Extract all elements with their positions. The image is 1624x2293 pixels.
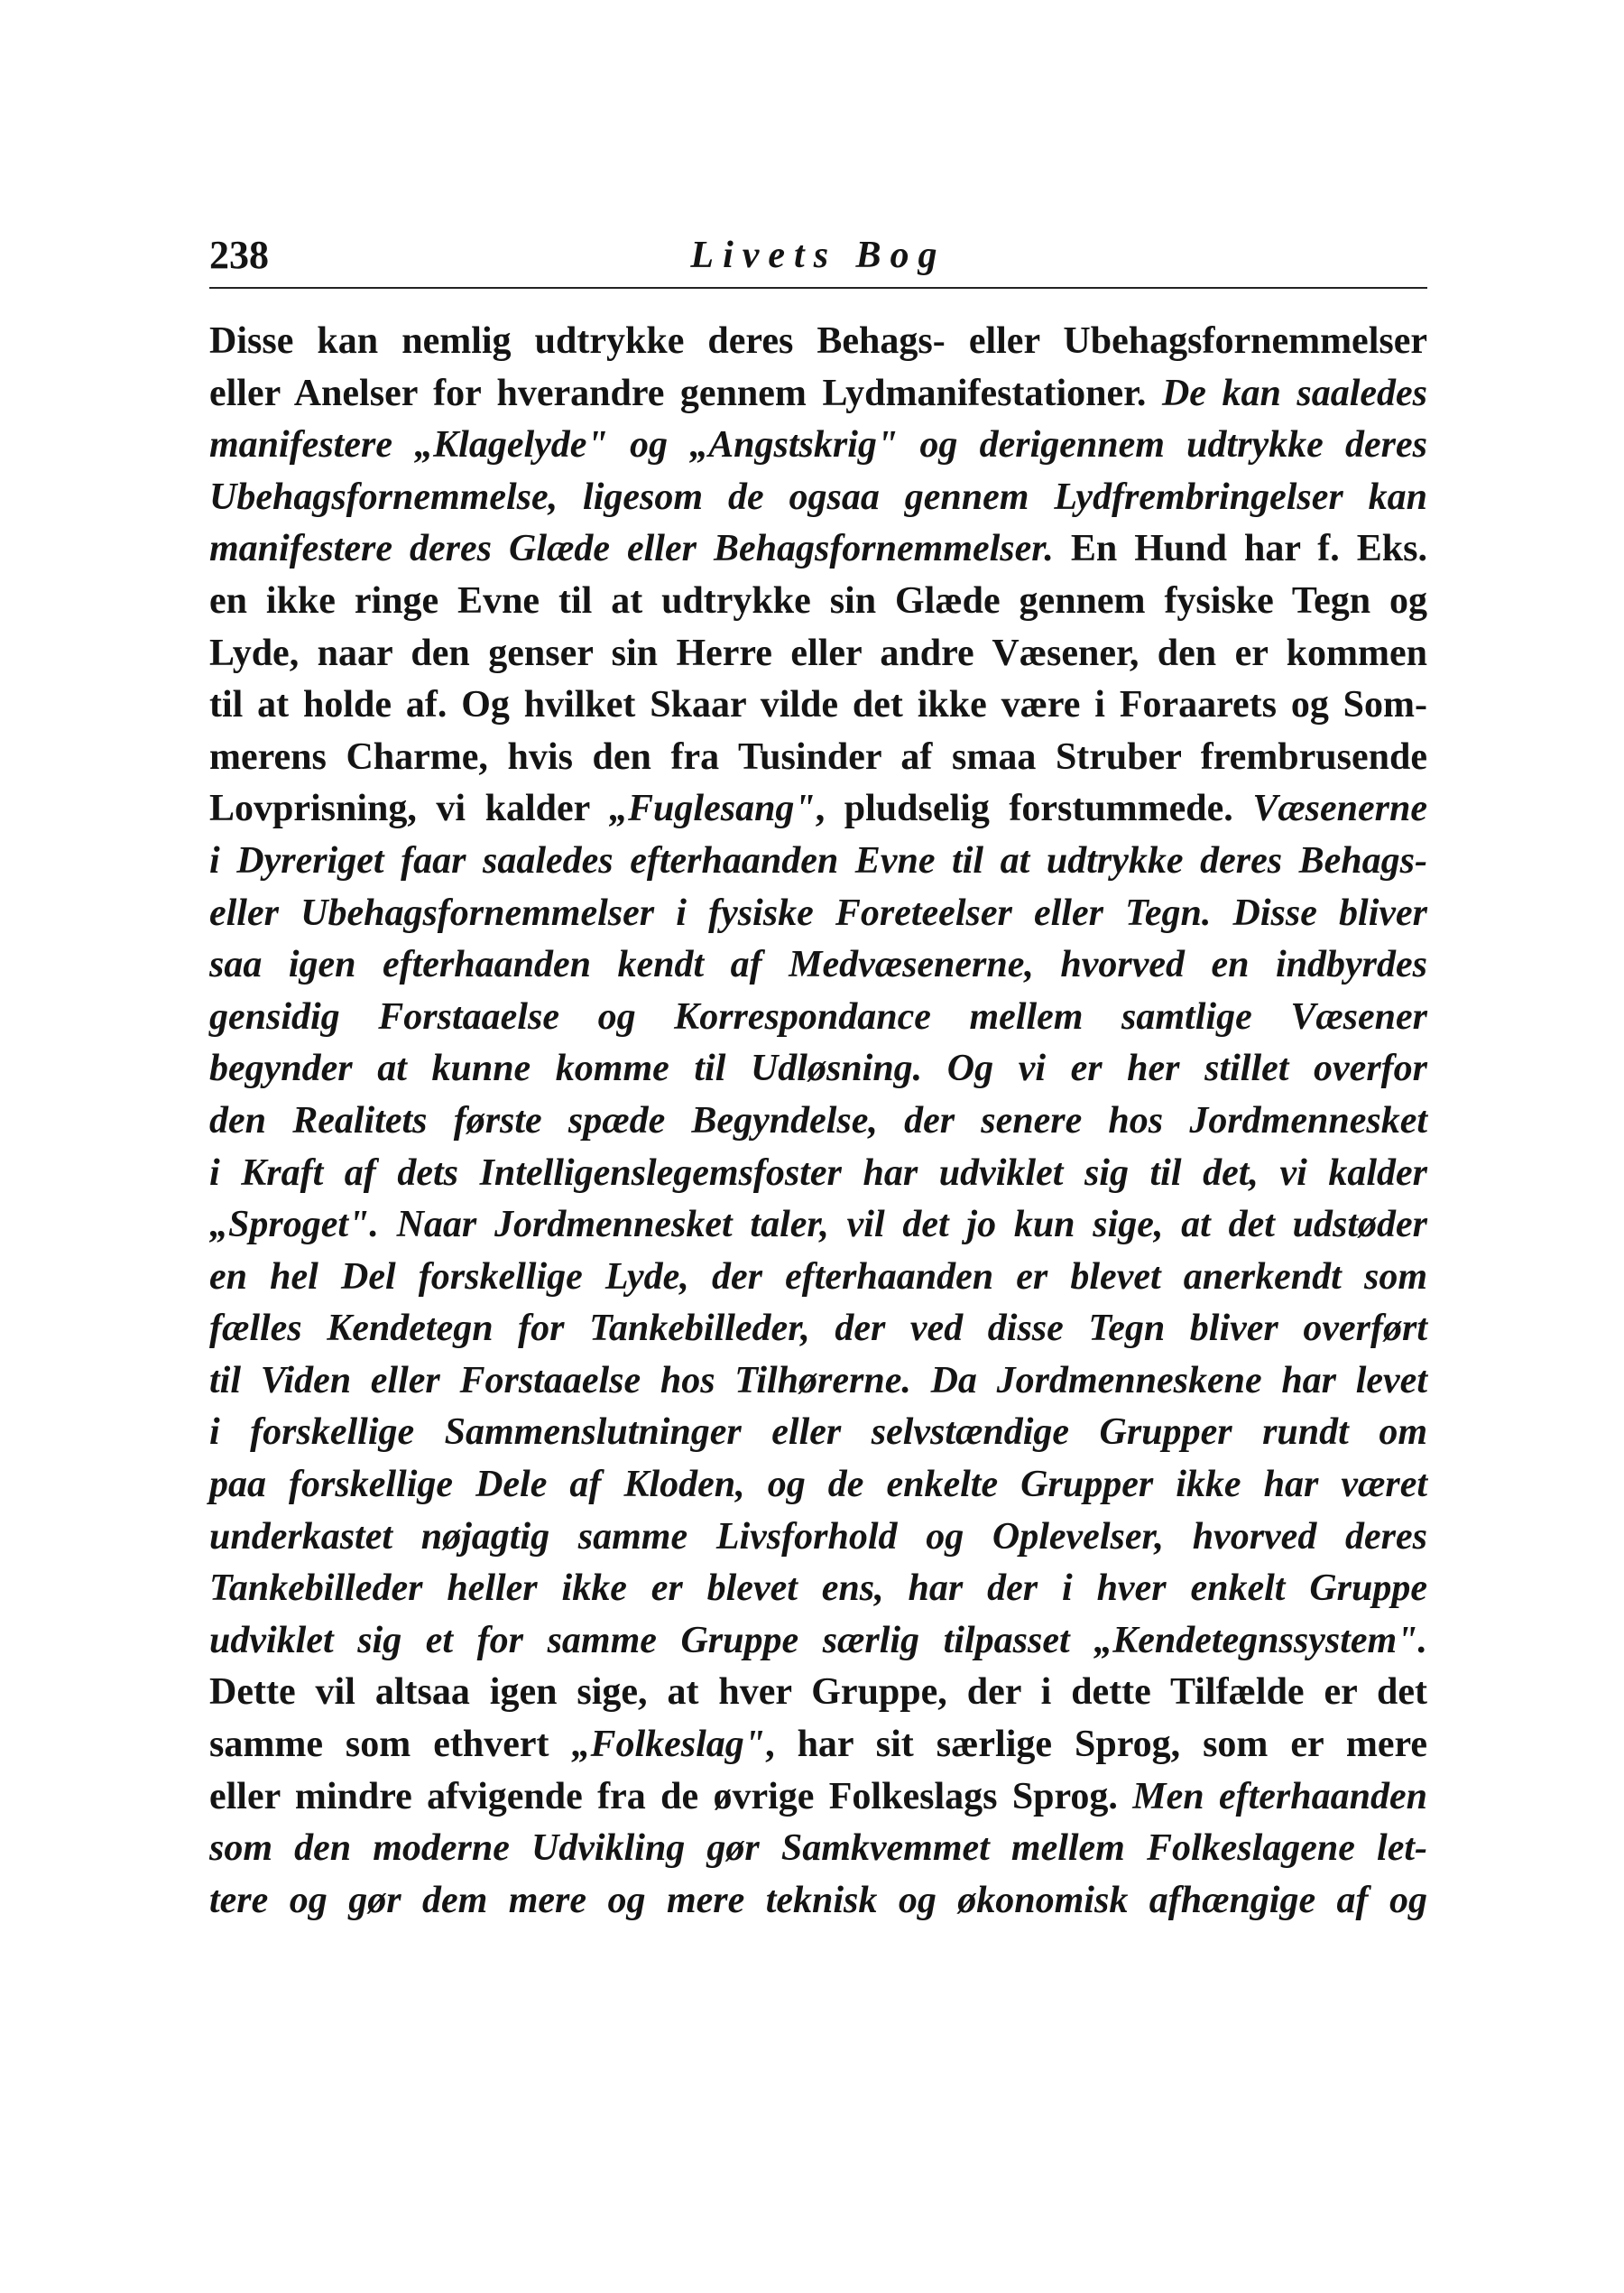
italic-text-run: saa igen efterhaanden kendt af Medvæsenerne, hvorved en indbyrdes <box>209 944 1427 986</box>
italic-text-run: manifestere deres Glæde eller Behagsfornemmelser. <box>209 528 1054 570</box>
text-line <box>209 523 1427 576</box>
text-run: , har sit særlige Sprog, som er mere <box>765 1724 1428 1766</box>
italic-text-run: underkastet nøjagtig samme Livsforhold og Oplevelser, hvorved deres <box>209 1515 1427 1558</box>
body-text <box>209 316 1427 1927</box>
italic-text-run: paa forskellige Dele af Kloden, og de enkelte Grupper ikke har været <box>209 1464 1427 1506</box>
text-line <box>209 732 1427 784</box>
text-line <box>209 939 1427 992</box>
text-line <box>209 1148 1427 1200</box>
italic-text-run: i Dyreriget faar saaledes efterhaanden Evne til at udtrykke deres Behags- <box>209 839 1427 882</box>
italic-text-run: gensidig Forstaaelse og Korrespondance mellem samtlige Væsener <box>209 995 1427 1038</box>
text-line <box>209 1823 1427 1875</box>
text-line <box>209 1512 1427 1564</box>
text-run: Dette vil altsaa igen sige, at hver Gruppe, der i dette Tilfælde er det <box>209 1671 1427 1714</box>
italic-text-run: udviklet sig et for samme Gruppe særlig tilpasset „Kendetegnssystem". <box>209 1619 1427 1661</box>
text-line <box>209 1355 1427 1408</box>
text-run: til at holde af. Og hvilket Skaar vilde det ikke være i Foraarets og Som- <box>209 684 1427 726</box>
text-run: En Hund har f. Eks. <box>1053 528 1428 570</box>
italic-text-run: „Fuglesang" <box>609 788 816 830</box>
italic-text-run: som den moderne Udvikling gør Samkvemmet mellem Folkeslagene let- <box>209 1827 1427 1870</box>
text-line <box>209 472 1427 524</box>
italic-text-run: Tankebilleder heller ikke er blevet ens, har der i hver enkelt Gruppe <box>209 1567 1427 1610</box>
italic-text-run: tere og gør dem mere og mere teknisk og økonomisk afhængige af og <box>209 1879 1427 1921</box>
text-line <box>209 576 1427 628</box>
text-line <box>209 628 1427 680</box>
italic-text-run: fælles Kendetegn for Tankebilleder, der ved disse Tegn bliver overført <box>209 1308 1427 1350</box>
text-line <box>209 368 1427 421</box>
text-run: samme som ethvert <box>209 1724 572 1766</box>
text-run: en ikke ringe Evne til at udtrykke sin Glæde gennem fysiske Tegn og <box>209 579 1427 622</box>
italic-text-run: manifestere „Klagelyde" og „Angstskrig" og derigennem udtrykke deres <box>209 424 1427 467</box>
italic-text-run: Væsenerne <box>1252 788 1427 830</box>
text-run: Lyde, naar den genser sin Herre eller andre Væsener, den er kommen <box>209 632 1427 674</box>
text-line <box>209 836 1427 888</box>
text-line <box>209 1407 1427 1459</box>
text-run: Lovprisning, vi kalder <box>209 788 610 830</box>
italic-text-run: den Realitets første spæde Begyndelse, der senere hos Jordmennesket <box>209 1099 1427 1142</box>
italic-text-run: en hel Del forskellige Lyde, der efterhaanden er blevet anerkendt som <box>209 1255 1427 1298</box>
text-line <box>209 316 1427 368</box>
text-line <box>209 1199 1427 1252</box>
text-line <box>209 420 1427 472</box>
italic-text-run: De kan saaledes <box>1161 372 1427 414</box>
text-line <box>209 1667 1427 1719</box>
text-line <box>209 1252 1427 1304</box>
text-line <box>209 680 1427 732</box>
page-header <box>209 226 1427 289</box>
text-line <box>209 783 1427 836</box>
italic-text-run: „Folkeslag" <box>571 1724 766 1766</box>
text-line <box>209 992 1427 1044</box>
text-line <box>209 1303 1427 1355</box>
italic-text-run: begynder at kunne komme til Udløsning. Og vi er her stillet overfor <box>209 1048 1427 1090</box>
italic-text-run: i forskellige Sammenslutninger eller selvstændige Grupper rundt om <box>209 1411 1427 1454</box>
text-line <box>209 888 1427 940</box>
text-line <box>209 1875 1427 1928</box>
text-run: eller mindre afvigende fra de øvrige Folkeslags Sprog. <box>209 1775 1133 1817</box>
running-title: Livets Bog <box>690 235 946 276</box>
text-line <box>209 1459 1427 1512</box>
header-rule <box>209 287 1427 289</box>
italic-text-run: Men efterhaanden <box>1132 1775 1427 1817</box>
text-run: Disse kan nemlig udtrykke deres Behags- eller Ubehagsfornemmelser <box>209 320 1427 362</box>
text-line <box>209 1771 1427 1824</box>
italic-text-run: eller Ubehagsfornemmelser i fysiske Foreteelser eller Tegn. Disse bliver <box>209 892 1427 934</box>
text-run: eller Anelser for hverandre gennem Lydmanifestationer. <box>209 372 1162 414</box>
italic-text-run: „Sproget". Naar Jordmennesket taler, vil det jo kun sige, at det udstøder <box>209 1204 1427 1246</box>
text-run: merens Charme, hvis den fra Tusinder af smaa Struber frembrusende <box>209 735 1427 778</box>
text-line <box>209 1563 1427 1615</box>
text-line <box>209 1043 1427 1096</box>
italic-text-run: Ubehagsfornemmelse, ligesom de ogsaa gennem Lydfrembringelser kan <box>209 476 1427 518</box>
text-line <box>209 1719 1427 1771</box>
text-line <box>209 1096 1427 1148</box>
text-line <box>209 1615 1427 1668</box>
text-run: , pludselig forstummede. <box>815 788 1253 830</box>
italic-text-run: til Viden eller Forstaaelse hos Tilhørerne. Da Jordmenneskene har levet <box>209 1359 1427 1401</box>
page-number: 238 <box>209 233 269 277</box>
italic-text-run: i Kraft af dets Intelligenslegemsfoster har udviklet sig til det, vi kalder <box>209 1151 1427 1194</box>
